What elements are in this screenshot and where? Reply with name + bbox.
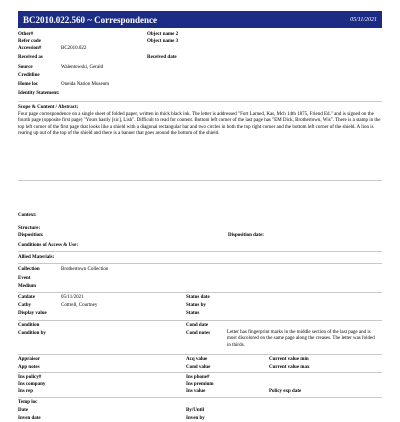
row-identity	[18, 90, 382, 97]
row-source	[18, 64, 382, 71]
identity-statement-label: Identity Statement:	[18, 91, 60, 96]
catdate-label: Catdate	[18, 295, 35, 300]
row-date	[18, 407, 382, 414]
row-other	[18, 31, 382, 38]
catalog-record	[18, 30, 382, 421]
row-medium	[18, 283, 382, 290]
row-display	[18, 310, 382, 317]
row-inven	[18, 415, 382, 422]
divider	[18, 292, 382, 293]
collection-value: Brothertown Collection	[61, 267, 109, 272]
current-value-min-label: Current value min	[269, 357, 309, 362]
divider	[18, 263, 382, 264]
date-label: Date	[18, 408, 28, 413]
source-label: Source	[18, 65, 33, 70]
disposition-date-label: Disposition date:	[228, 233, 264, 238]
row-temp-loc	[18, 399, 382, 406]
row-ins-company	[18, 381, 382, 388]
row-app-notes	[18, 364, 382, 371]
row-event	[18, 275, 382, 282]
divider	[18, 180, 382, 181]
accession-label: Accession#	[18, 46, 42, 51]
display-value-label: Display value	[18, 311, 47, 316]
by-until-label: By/Until	[186, 408, 205, 413]
row-accession	[18, 45, 382, 52]
row-condition	[18, 322, 382, 329]
status-label: Status	[186, 311, 200, 316]
divider	[18, 397, 382, 398]
scope-text: Four page correspondence on a single sheet of folded paper, written in thick black ink. The letter is addressed "Fort Larned, Kas, Mch 14th 1875, Friend Ed." and is signed on the fourth page (opposite first page) "Yours hastly [sic], Lish". Difficult to read for content. Bottom left corner of the last page has "EM Dick, Brothertown, Wis". There is a stamp in the top left corner of the first page that looks like a shield with a diagonal rectangular bar and two circles in both the top right corner and the bottom left corner of the shield. A lion is rearing up out of the top of the shield and there is a banner that goes around the bottom of the shield.	[18, 112, 381, 136]
report-date: 05/11/2021	[350, 17, 377, 23]
object-name-3-label: Object name 3	[147, 39, 179, 44]
row-structure	[18, 225, 382, 232]
ins-value-label: Ins value	[186, 389, 206, 394]
row-scope	[18, 104, 382, 111]
row-received	[18, 54, 382, 61]
inven-by-label: Inven by	[186, 416, 205, 421]
row-conditions-access	[18, 242, 382, 249]
catdate-value: 05/11/2021	[61, 295, 84, 300]
title-bar	[18, 11, 382, 28]
ins-company-label: Ins company	[18, 382, 46, 387]
refer-code-label: Refer code	[18, 39, 41, 44]
creditline-label: Creditline	[18, 73, 40, 78]
row-context	[18, 212, 382, 219]
row-creditline	[18, 72, 382, 79]
row-home-loc	[18, 81, 382, 88]
current-value-max-label: Current value max	[269, 365, 310, 370]
temp-loc-label: Temp loc	[18, 400, 38, 405]
app-notes-label: App notes	[18, 365, 40, 370]
divider	[18, 320, 382, 321]
row-appraisor	[18, 356, 382, 363]
conditions-access-label: Conditions of Access & Use:	[18, 243, 78, 248]
scope-label: Scope & Content / Abstract:	[18, 105, 79, 110]
accession-value: BC2010.022	[61, 46, 87, 51]
source-value: Walentowski, Gerald	[61, 65, 104, 70]
disposition-label: Disposition:	[18, 233, 44, 238]
row-allied	[18, 254, 382, 261]
acq-value-label: Acq value	[186, 357, 208, 362]
structure-label: Structure:	[18, 226, 41, 231]
row-ins-policy	[18, 374, 382, 381]
row-catdate	[18, 294, 382, 301]
policy-exp-date-label: Policy exp date	[269, 389, 302, 394]
divider	[18, 101, 382, 102]
divider	[18, 251, 382, 252]
catby-label: Catby	[18, 303, 32, 308]
object-name-2-label: Object name 2	[147, 32, 179, 37]
row-disposition	[18, 232, 382, 239]
appraisor-label: Appraisor	[18, 357, 40, 362]
received-as-label: Received as	[18, 55, 43, 60]
status-date-label: Status date	[186, 295, 210, 300]
record-title: BC2010.022.560 ~ Correspondence	[23, 15, 158, 25]
medium-label: Medium	[18, 284, 37, 289]
cond-value-label: Cond value	[186, 365, 211, 370]
context-label: Context:	[18, 213, 37, 218]
received-date-label: Received date	[147, 55, 177, 60]
home-loc-value: Oneida Nation Museum	[61, 82, 110, 87]
row-catby	[18, 302, 382, 309]
collection-label: Collection	[18, 267, 40, 272]
other-num-label: Other#	[18, 32, 34, 37]
event-label: Event	[18, 276, 31, 281]
status-by-label: Status by	[186, 303, 206, 308]
row-collection	[18, 266, 382, 273]
ins-phone-label: Ins phone#	[186, 375, 210, 380]
home-loc-label: Home loc	[18, 82, 39, 87]
cond-date-label: Cond date	[186, 323, 209, 328]
row-refer	[18, 38, 382, 45]
divider	[18, 354, 382, 355]
condition-by-label: Condition by	[18, 331, 46, 336]
allied-materials-label: Allied Materials:	[18, 255, 55, 260]
cond-notes-text: Letter has fingerprint marks in the middle section of the last page and is most discolored on the same page along the creases. The letter was folded in thirds.	[227, 330, 375, 348]
report-header	[0, 0, 400, 30]
ins-rep-label: Ins rep	[18, 389, 34, 394]
cond-notes-label: Cond notes	[186, 331, 211, 336]
inven-date-label: Inven date	[18, 416, 41, 421]
ins-premium-label: Ins premium	[186, 382, 214, 387]
divider	[18, 372, 382, 373]
catby-value: Cottrell, Courtney	[61, 303, 98, 308]
row-ins-rep	[18, 388, 382, 395]
condition-label: Condition	[18, 323, 40, 328]
ins-policy-label: Ins policy#	[18, 375, 42, 380]
